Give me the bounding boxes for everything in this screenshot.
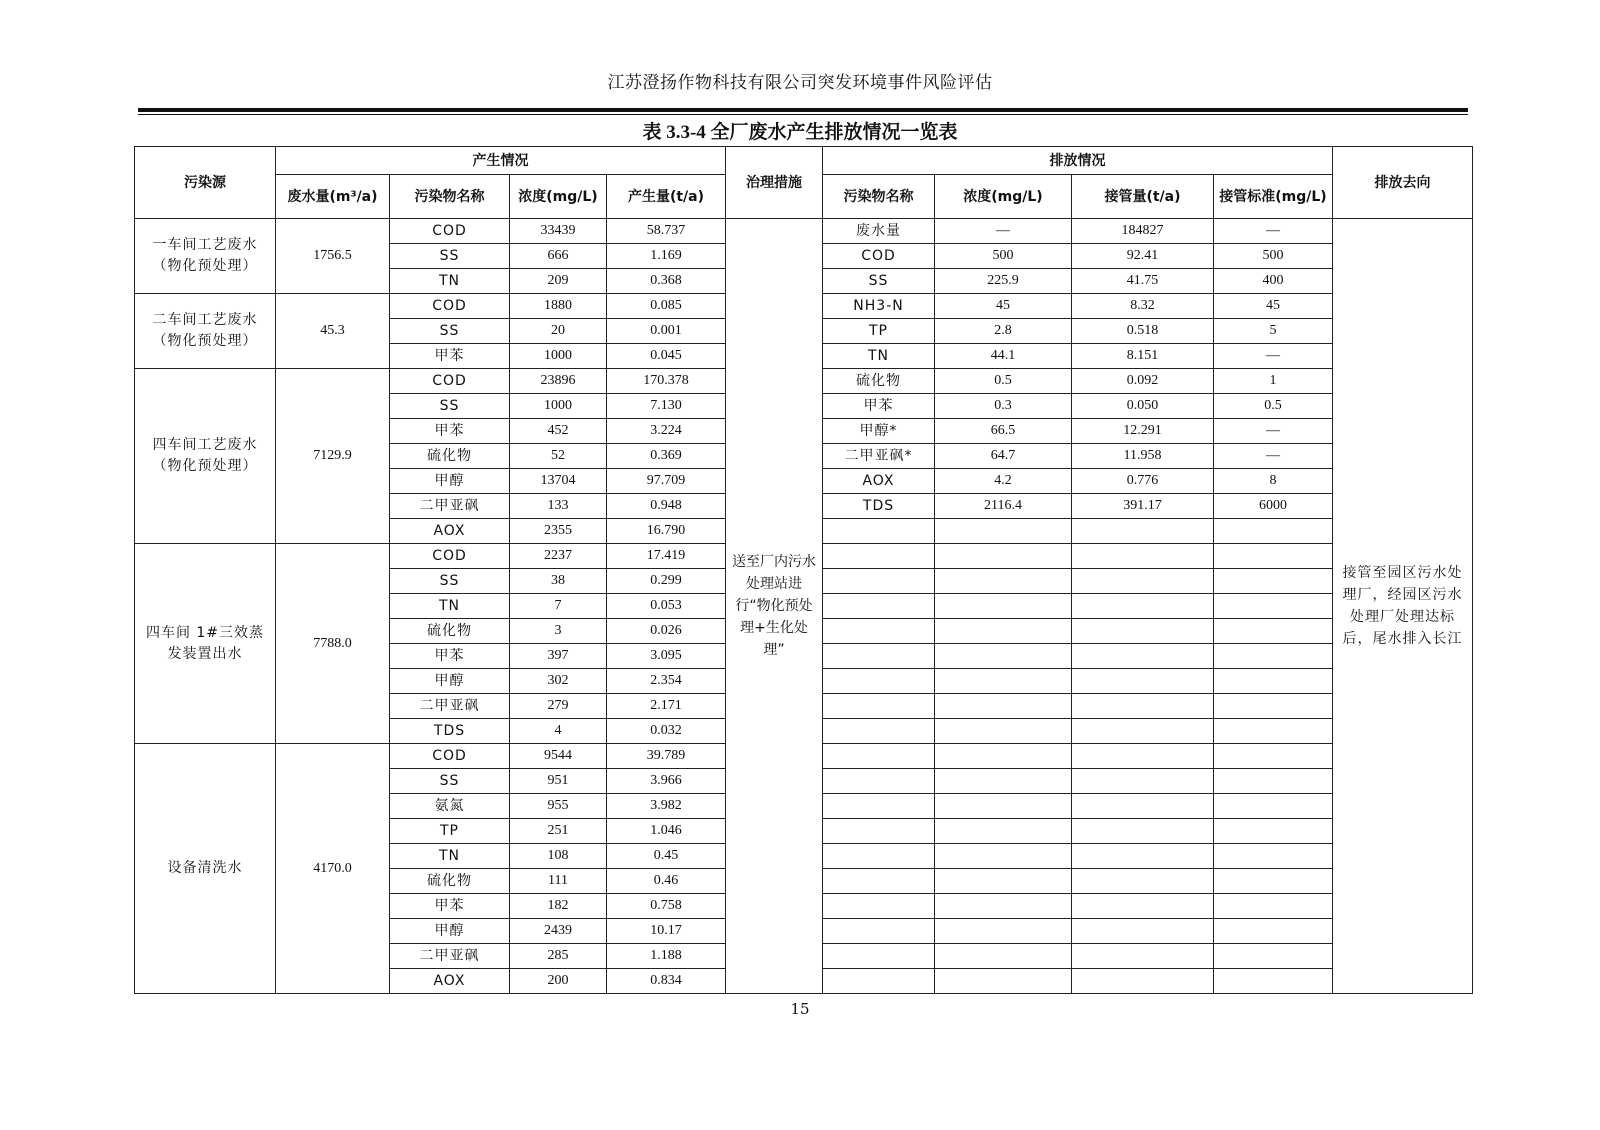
source-cell: 一车间工艺废水（物化预处理）	[135, 219, 276, 294]
empty-cell	[823, 519, 935, 544]
concentration-cell: 285	[510, 944, 607, 969]
empty-cell	[1072, 794, 1214, 819]
pollutant-cell: TN	[390, 269, 510, 294]
pollutant-cell: 甲苯	[390, 344, 510, 369]
discharge-standard-cell: —	[1214, 344, 1333, 369]
discharge-pollutant-cell: TDS	[823, 494, 935, 519]
empty-cell	[823, 594, 935, 619]
discharge-amount-cell: 41.75	[1072, 269, 1214, 294]
volume-cell: 7129.9	[276, 369, 390, 544]
amount-cell: 10.17	[607, 919, 726, 944]
amount-cell: 1.169	[607, 244, 726, 269]
empty-cell	[1072, 819, 1214, 844]
volume-cell: 4170.0	[276, 744, 390, 994]
concentration-cell: 2355	[510, 519, 607, 544]
concentration-cell: 302	[510, 669, 607, 694]
empty-cell	[935, 669, 1072, 694]
discharge-amount-cell: 8.32	[1072, 294, 1214, 319]
col-header-discharge: 排放情况	[823, 147, 1333, 175]
empty-cell	[823, 819, 935, 844]
discharge-concentration-cell: 225.9	[935, 269, 1072, 294]
empty-cell	[823, 894, 935, 919]
pollutant-cell: COD	[390, 369, 510, 394]
concentration-cell: 52	[510, 444, 607, 469]
discharge-pollutant-cell: TP	[823, 319, 935, 344]
empty-cell	[1214, 744, 1333, 769]
amount-cell: 17.419	[607, 544, 726, 569]
wastewater-table	[134, 146, 1473, 994]
amount-cell: 0.053	[607, 594, 726, 619]
empty-cell	[935, 844, 1072, 869]
pollutant-cell: TP	[390, 819, 510, 844]
source-cell: 设备清洗水	[135, 744, 276, 994]
amount-cell: 0.948	[607, 494, 726, 519]
pollutant-cell: 甲醇	[390, 919, 510, 944]
table-row	[135, 219, 1473, 244]
discharge-concentration-cell: 0.5	[935, 369, 1072, 394]
empty-cell	[1214, 644, 1333, 669]
source-cell: 四车间工艺废水（物化预处理）	[135, 369, 276, 544]
empty-cell	[1214, 594, 1333, 619]
empty-cell	[823, 719, 935, 744]
amount-cell: 39.789	[607, 744, 726, 769]
pollutant-cell: SS	[390, 319, 510, 344]
discharge-pollutant-cell: 二甲亚砜*	[823, 444, 935, 469]
empty-cell	[935, 719, 1072, 744]
treatment-measure-cell: 送至厂内污水处理站进行“物化预处理+生化处理”	[726, 219, 823, 994]
empty-cell	[1072, 844, 1214, 869]
discharge-amount-cell: 391.17	[1072, 494, 1214, 519]
concentration-cell: 20	[510, 319, 607, 344]
discharge-pollutant-cell: 硫化物	[823, 369, 935, 394]
empty-cell	[935, 644, 1072, 669]
discharge-pollutant-cell: 废水量	[823, 219, 935, 244]
discharge-standard-cell: 45	[1214, 294, 1333, 319]
amount-cell: 1.188	[607, 944, 726, 969]
discharge-standard-cell: 5	[1214, 319, 1333, 344]
amount-cell: 3.982	[607, 794, 726, 819]
empty-cell	[1072, 744, 1214, 769]
volume-cell: 1756.5	[276, 219, 390, 294]
concentration-cell: 2237	[510, 544, 607, 569]
table-caption: 表 3.3-4 全厂废水产生排放情况一览表	[642, 122, 958, 143]
empty-cell	[823, 644, 935, 669]
empty-cell	[935, 619, 1072, 644]
discharge-pollutant-cell: 甲醇*	[823, 419, 935, 444]
header-rule-thick	[138, 108, 1468, 112]
discharge-amount-cell: 184827	[1072, 219, 1214, 244]
empty-cell	[1072, 519, 1214, 544]
discharge-concentration-cell: 45	[935, 294, 1072, 319]
empty-cell	[935, 944, 1072, 969]
discharge-pollutant-cell: 甲苯	[823, 394, 935, 419]
empty-cell	[823, 619, 935, 644]
amount-cell: 0.758	[607, 894, 726, 919]
pollutant-cell: 甲醇	[390, 669, 510, 694]
discharge-pollutant-cell: NH3-N	[823, 294, 935, 319]
concentration-cell: 3	[510, 619, 607, 644]
discharge-amount-cell: 0.092	[1072, 369, 1214, 394]
discharge-pollutant-cell: TN	[823, 344, 935, 369]
empty-cell	[935, 694, 1072, 719]
pollutant-cell: COD	[390, 219, 510, 244]
col-header-concentration: 浓度(mg/L)	[510, 175, 607, 219]
concentration-cell: 33439	[510, 219, 607, 244]
concentration-cell: 182	[510, 894, 607, 919]
discharge-concentration-cell: —	[935, 219, 1072, 244]
empty-cell	[1072, 694, 1214, 719]
destination-cell: 接管至园区污水处理厂，经园区污水处理厂处理达标后，尾水排入长江	[1333, 219, 1473, 994]
concentration-cell: 1000	[510, 344, 607, 369]
concentration-cell: 9544	[510, 744, 607, 769]
amount-cell: 58.737	[607, 219, 726, 244]
discharge-standard-cell: —	[1214, 419, 1333, 444]
empty-cell	[935, 769, 1072, 794]
empty-cell	[823, 969, 935, 994]
concentration-cell: 397	[510, 644, 607, 669]
empty-cell	[823, 544, 935, 569]
discharge-concentration-cell: 66.5	[935, 419, 1072, 444]
empty-cell	[1214, 669, 1333, 694]
discharge-amount-cell: 11.958	[1072, 444, 1214, 469]
concentration-cell: 7	[510, 594, 607, 619]
empty-cell	[935, 819, 1072, 844]
page-number: 15	[790, 1000, 810, 1018]
discharge-amount-cell: 0.776	[1072, 469, 1214, 494]
pollutant-cell: 硫化物	[390, 619, 510, 644]
concentration-cell: 13704	[510, 469, 607, 494]
pollutant-cell: 甲苯	[390, 894, 510, 919]
empty-cell	[823, 769, 935, 794]
empty-cell	[1214, 819, 1333, 844]
empty-cell	[1072, 669, 1214, 694]
col-header-discharge-amount: 接管量(t/a)	[1072, 175, 1214, 219]
pollutant-cell: COD	[390, 744, 510, 769]
amount-cell: 2.354	[607, 669, 726, 694]
empty-cell	[823, 694, 935, 719]
discharge-pollutant-cell: AOX	[823, 469, 935, 494]
wastewater-table-container	[134, 146, 1472, 994]
amount-cell: 0.46	[607, 869, 726, 894]
discharge-concentration-cell: 64.7	[935, 444, 1072, 469]
discharge-concentration-cell: 500	[935, 244, 1072, 269]
pollutant-cell: 甲醇	[390, 469, 510, 494]
empty-cell	[1214, 894, 1333, 919]
empty-cell	[1072, 569, 1214, 594]
empty-cell	[823, 944, 935, 969]
empty-cell	[935, 544, 1072, 569]
col-header-amount: 产生量(t/a)	[607, 175, 726, 219]
col-header-discharge-standard: 接管标准(mg/L)	[1214, 175, 1333, 219]
empty-cell	[1072, 644, 1214, 669]
empty-cell	[823, 869, 935, 894]
source-cell: 四车间 1#三效蒸发装置出水	[135, 544, 276, 744]
empty-cell	[823, 669, 935, 694]
concentration-cell: 279	[510, 694, 607, 719]
amount-cell: 0.001	[607, 319, 726, 344]
empty-cell	[1072, 619, 1214, 644]
discharge-standard-cell: 400	[1214, 269, 1333, 294]
pollutant-cell: 二甲亚砜	[390, 494, 510, 519]
concentration-cell: 251	[510, 819, 607, 844]
pollutant-cell: SS	[390, 244, 510, 269]
source-cell: 二车间工艺废水（物化预处理）	[135, 294, 276, 369]
concentration-cell: 23896	[510, 369, 607, 394]
col-header-production: 产生情况	[276, 147, 726, 175]
concentration-cell: 1880	[510, 294, 607, 319]
pollutant-cell: 甲苯	[390, 419, 510, 444]
empty-cell	[1214, 769, 1333, 794]
pollutant-cell: TDS	[390, 719, 510, 744]
discharge-amount-cell: 92.41	[1072, 244, 1214, 269]
amount-cell: 0.026	[607, 619, 726, 644]
discharge-amount-cell: 0.050	[1072, 394, 1214, 419]
discharge-standard-cell: —	[1214, 219, 1333, 244]
amount-cell: 2.171	[607, 694, 726, 719]
discharge-pollutant-cell: COD	[823, 244, 935, 269]
empty-cell	[1214, 944, 1333, 969]
pollutant-cell: SS	[390, 569, 510, 594]
empty-cell	[1072, 919, 1214, 944]
discharge-standard-cell: 6000	[1214, 494, 1333, 519]
concentration-cell: 209	[510, 269, 607, 294]
discharge-standard-cell: —	[1214, 444, 1333, 469]
empty-cell	[935, 894, 1072, 919]
amount-cell: 0.085	[607, 294, 726, 319]
pollutant-cell: SS	[390, 769, 510, 794]
empty-cell	[1214, 619, 1333, 644]
concentration-cell: 38	[510, 569, 607, 594]
amount-cell: 0.368	[607, 269, 726, 294]
amount-cell: 0.299	[607, 569, 726, 594]
amount-cell: 0.045	[607, 344, 726, 369]
empty-cell	[1214, 544, 1333, 569]
concentration-cell: 4	[510, 719, 607, 744]
discharge-amount-cell: 0.518	[1072, 319, 1214, 344]
empty-cell	[823, 794, 935, 819]
amount-cell: 97.709	[607, 469, 726, 494]
empty-cell	[1072, 894, 1214, 919]
discharge-concentration-cell: 2116.4	[935, 494, 1072, 519]
concentration-cell: 111	[510, 869, 607, 894]
discharge-standard-cell: 8	[1214, 469, 1333, 494]
empty-cell	[935, 594, 1072, 619]
empty-cell	[1214, 719, 1333, 744]
pollutant-cell: AOX	[390, 519, 510, 544]
discharge-concentration-cell: 4.2	[935, 469, 1072, 494]
pollutant-cell: 二甲亚砜	[390, 694, 510, 719]
empty-cell	[823, 744, 935, 769]
discharge-standard-cell: 1	[1214, 369, 1333, 394]
discharge-pollutant-cell: SS	[823, 269, 935, 294]
concentration-cell: 200	[510, 969, 607, 994]
col-header-pollutant: 污染物名称	[390, 175, 510, 219]
pollutant-cell: TN	[390, 844, 510, 869]
amount-cell: 0.369	[607, 444, 726, 469]
discharge-standard-cell: 0.5	[1214, 394, 1333, 419]
empty-cell	[935, 794, 1072, 819]
discharge-amount-cell: 12.291	[1072, 419, 1214, 444]
col-header-discharge-concentration: 浓度(mg/L)	[935, 175, 1072, 219]
concentration-cell: 666	[510, 244, 607, 269]
empty-cell	[1214, 794, 1333, 819]
empty-cell	[1072, 594, 1214, 619]
volume-cell: 7788.0	[276, 544, 390, 744]
empty-cell	[823, 569, 935, 594]
amount-cell: 0.032	[607, 719, 726, 744]
empty-cell	[935, 869, 1072, 894]
empty-cell	[1072, 719, 1214, 744]
pollutant-cell: 甲苯	[390, 644, 510, 669]
empty-cell	[1214, 869, 1333, 894]
amount-cell: 0.45	[607, 844, 726, 869]
discharge-concentration-cell: 2.8	[935, 319, 1072, 344]
concentration-cell: 1000	[510, 394, 607, 419]
empty-cell	[1214, 919, 1333, 944]
concentration-cell: 133	[510, 494, 607, 519]
col-header-volume: 废水量(m³/a)	[276, 175, 390, 219]
header-row-1	[135, 147, 1473, 175]
col-header-discharge-pollutant: 污染物名称	[823, 175, 935, 219]
header-rule-thin	[138, 114, 1468, 115]
empty-cell	[1072, 944, 1214, 969]
amount-cell: 3.224	[607, 419, 726, 444]
discharge-amount-cell: 8.151	[1072, 344, 1214, 369]
amount-cell: 7.130	[607, 394, 726, 419]
pollutant-cell: 硫化物	[390, 869, 510, 894]
amount-cell: 1.046	[607, 819, 726, 844]
empty-cell	[935, 969, 1072, 994]
empty-cell	[1072, 769, 1214, 794]
pollutant-cell: COD	[390, 294, 510, 319]
amount-cell: 3.095	[607, 644, 726, 669]
empty-cell	[1214, 569, 1333, 594]
pollutant-cell: AOX	[390, 969, 510, 994]
empty-cell	[1214, 694, 1333, 719]
concentration-cell: 955	[510, 794, 607, 819]
pollutant-cell: TN	[390, 594, 510, 619]
empty-cell	[935, 519, 1072, 544]
empty-cell	[935, 569, 1072, 594]
col-header-measure: 治理措施	[726, 147, 823, 219]
concentration-cell: 108	[510, 844, 607, 869]
concentration-cell: 2439	[510, 919, 607, 944]
concentration-cell: 951	[510, 769, 607, 794]
empty-cell	[823, 844, 935, 869]
empty-cell	[1214, 519, 1333, 544]
concentration-cell: 452	[510, 419, 607, 444]
pollutant-cell: 硫化物	[390, 444, 510, 469]
empty-cell	[1214, 844, 1333, 869]
discharge-concentration-cell: 0.3	[935, 394, 1072, 419]
col-header-destination: 排放去向	[1333, 147, 1473, 219]
pollutant-cell: 二甲亚砜	[390, 944, 510, 969]
col-header-source: 污染源	[135, 147, 276, 219]
empty-cell	[1072, 869, 1214, 894]
empty-cell	[823, 919, 935, 944]
pollutant-cell: COD	[390, 544, 510, 569]
empty-cell	[1072, 544, 1214, 569]
table-body	[135, 219, 1473, 994]
amount-cell: 3.966	[607, 769, 726, 794]
empty-cell	[935, 744, 1072, 769]
amount-cell: 16.790	[607, 519, 726, 544]
empty-cell	[1072, 969, 1214, 994]
pollutant-cell: SS	[390, 394, 510, 419]
empty-cell	[1214, 969, 1333, 994]
discharge-concentration-cell: 44.1	[935, 344, 1072, 369]
pollutant-cell: 氨氮	[390, 794, 510, 819]
amount-cell: 170.378	[607, 369, 726, 394]
amount-cell: 0.834	[607, 969, 726, 994]
document-header-title: 江苏澄扬作物科技有限公司突发环境事件风险评估	[607, 73, 993, 93]
volume-cell: 45.3	[276, 294, 390, 369]
empty-cell	[935, 919, 1072, 944]
discharge-standard-cell: 500	[1214, 244, 1333, 269]
